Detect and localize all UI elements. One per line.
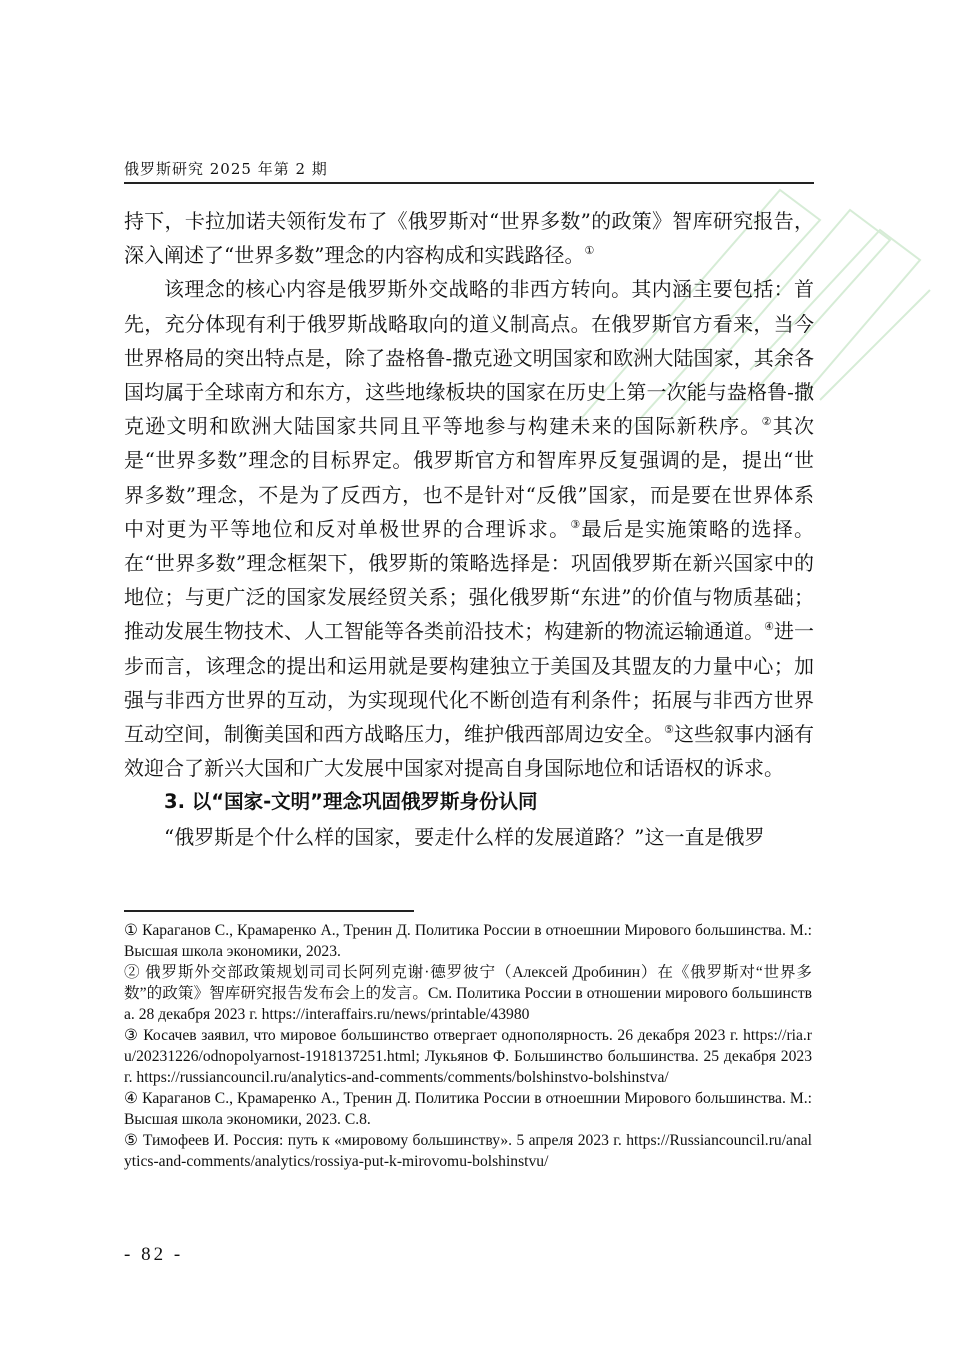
footnotes (124, 920, 812, 1172)
header-rule (124, 182, 814, 184)
footnote-ref-1[interactable]: ① (584, 244, 595, 258)
footnote-5: ⑤ Тимофеев И. Россия: путь к «мировому большинству». 5 апреля 2023 г. https://Russiancouncil.ru/analytics-and-comments/analytics/rossiya-put-k-mirovomu-bolshinstvu/ (124, 1132, 812, 1170)
footnote-ref-5[interactable]: ⑤ (664, 723, 674, 737)
running-header: 俄罗斯研究 2025 年第 2 期 (124, 160, 328, 178)
section-heading: 3. 以“国家-文明”理念巩固俄罗斯身份认同 (164, 790, 538, 814)
footnote-1: ① Караганов С., Крамаренко А., Тренин Д. Политика России в отноешнии Мирового большинства. М.: Высшая школа экономики, 2023. (124, 922, 812, 960)
footnote-3: ③ Косачев заявил, что мировое большинство отвергает однополярность. 26 декабря 2023 г. https://ria.ru/20231226/odnopolyarnost-1918137251.html; Лукьянов Ф. Большинство большинства. 25 декабря 2023 г. https://russiancouncil.ru/analytics-and-comments/comments/bolshinstvo-bolshinstva/ (124, 1027, 812, 1086)
footnote-ref-4[interactable]: ④ (764, 620, 774, 634)
footnote-rule (124, 910, 414, 912)
paragraph-3: “俄罗斯是个什么样的国家，要走什么样的发展道路？”这一直是俄罗 (164, 824, 765, 849)
page-number: - 82 - (124, 1244, 184, 1265)
paragraph-1: 持下，卡拉加诺夫领衔发布了《俄罗斯对“世界多数”的政策》智库研究报告，深入阐述了“世界多数”理念的内容构成和实践路径。① (124, 209, 814, 268)
footnote-ref-2[interactable]: ② (761, 415, 773, 429)
footnote-ref-3[interactable]: ③ (570, 517, 582, 531)
main-body (124, 204, 814, 854)
footnote-2: ② 俄罗斯外交部政策规划司司长阿列克谢·德罗彼宁（Алексей Дробинин）在《俄罗斯对“世界多数”的政策》智库研究报告发布会上的发言。См. Политика России в отношении мирового большинства. 28 декабря 2023 г. https://interaffairs.ru/news/printable/43980 (124, 964, 812, 1023)
footnote-4: ④ Караганов С., Крамаренко А., Тренин Д. Политика России в отноешнии Мирового большинства. М.: Высшая школа экономики, 2023. С.8. (124, 1090, 812, 1128)
paragraph-2: 该理念的核心内容是俄罗斯外交战略的非西方转向。其内涵主要包括：首先，充分体现有利于俄罗斯战略取向的道义制高点。在俄罗斯官方看来，当今世界格局的突出特点是，除了盎格鲁-撒克逊文明国家和欧洲大陆国家，其余各国均属于全球南方和东方，这些地缘板块的国家在历史上第一次能与盎格鲁-撒克逊文明和欧洲大陆国家共同且平等地参与构建未来的国际新秩序。②其次是“世界多数”理念的目标界定。俄罗斯官方和智库界反复强调的是，提出“世界多数”理念，不是为了反西方，也不是针对“反俄”国家，而是要在世界体系中对更为平等地位和反对单极世界的合理诉求。③最后是实施策略的选择。在“世界多数”理念框架下，俄罗斯的策略选择是：巩固俄罗斯在新兴国家中的地位；与更广泛的国家发展经贸关系；强化俄罗斯“东进”的价值与物质基础；推动发展生物技术、人工智能等各类前沿技术；构建新的物流运输通道。④进一步而言，该理念的提出和运用就是要构建独立于美国及其盟友的力量中心；加强与非西方世界的互动，为实现现代化不断创造有利条件；拓展与非西方世界互动空间，制衡美国和西方战略压力，维护俄西部周边安全。⑤这些叙事内涵有效迎合了新兴大国和广大发展中国家对提高自身国际地位和话语权的诉求。 (124, 277, 815, 781)
